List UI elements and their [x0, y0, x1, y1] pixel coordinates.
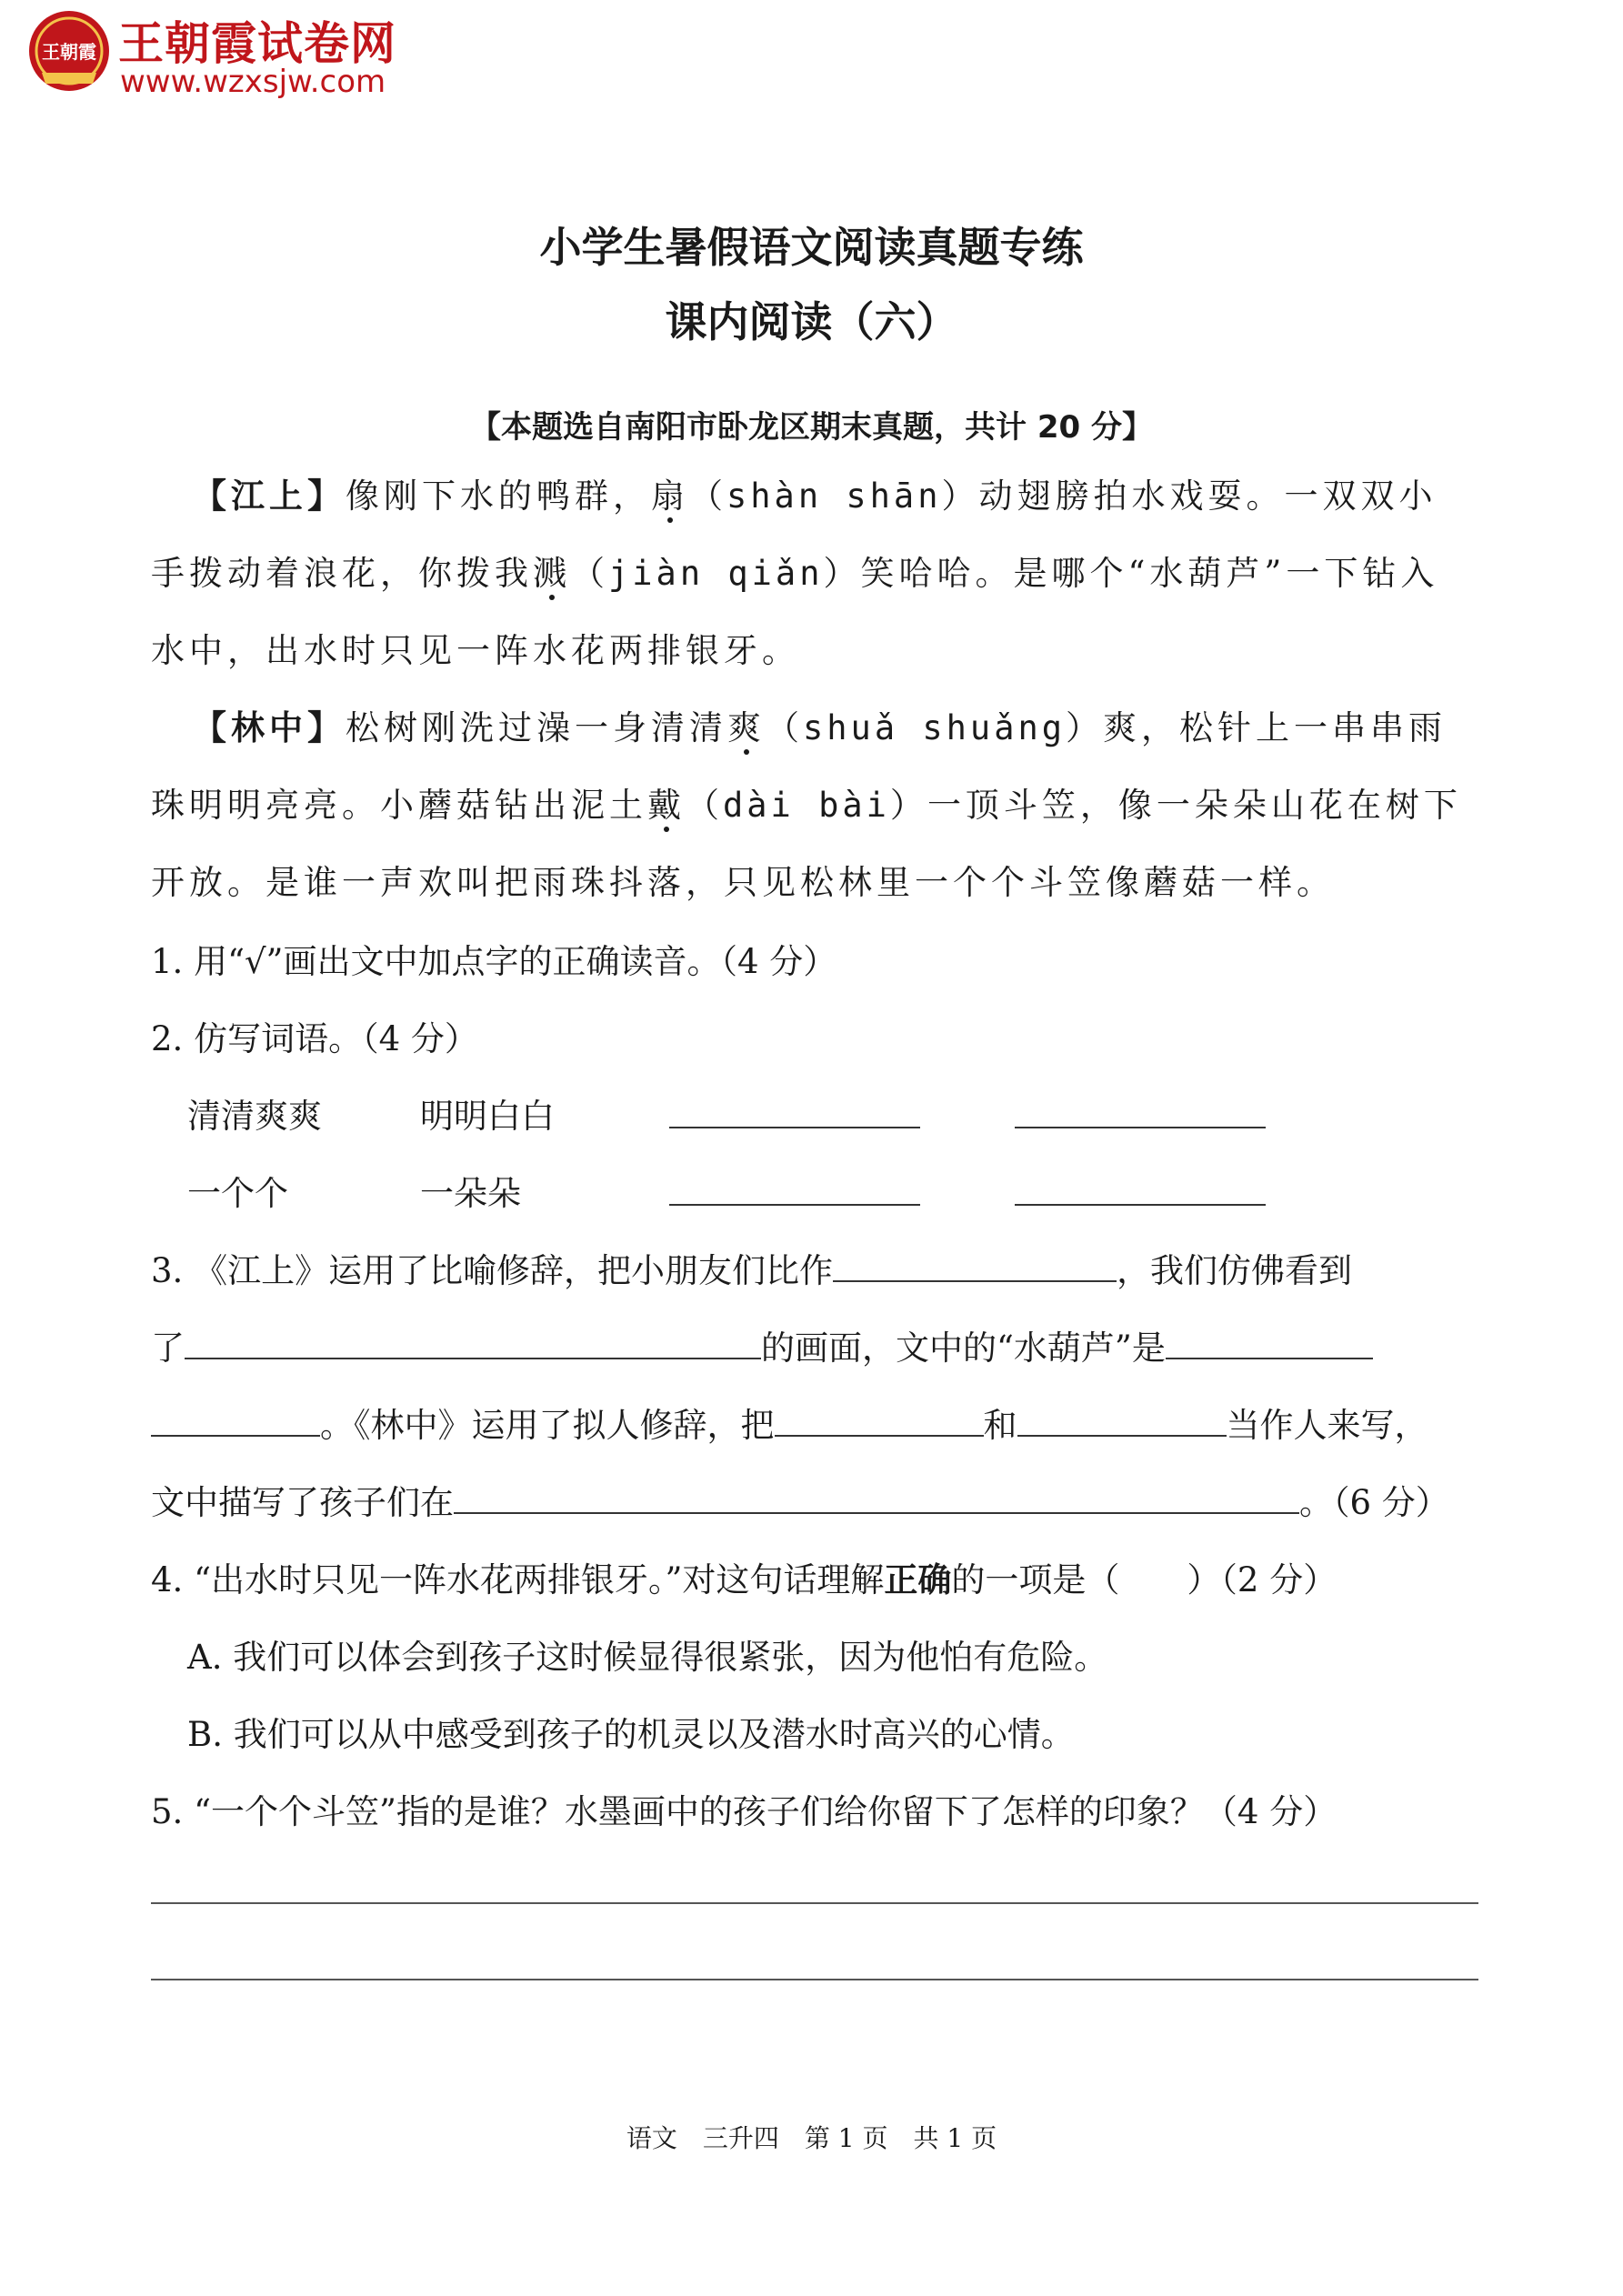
- dotted-char: 溅: [533, 554, 571, 593]
- text-run: 动翅膀拍水戏耍。一双双小: [978, 476, 1438, 516]
- passage-jiang-line-1: [193, 468, 1437, 517]
- question-3-line-2: [151, 1320, 1373, 1369]
- page-footer: 语文 三升四 第 1 页 共 1 页: [626, 2123, 997, 2153]
- text-run: 3. 《江上》运用了比喻修辞，把小朋友们比作: [151, 1251, 834, 1290]
- q3-blank-6[interactable]: [454, 1481, 1299, 1514]
- passage-tag-lin: 【林中】: [193, 708, 346, 747]
- text-run: 手拨动着浪花，你拨我: [151, 554, 533, 593]
- pinyin-options: （dài bài）: [686, 786, 927, 825]
- question-5: 5. “一个个斗笠”指的是谁？水墨画中的孩子们给你留下了怎样的印象？（4 分）: [151, 1792, 1337, 1831]
- q2-answer-blank[interactable]: [669, 1096, 920, 1128]
- question-3-line-1: [151, 1243, 1352, 1292]
- q2-word-2: 明明白白: [420, 1097, 555, 1136]
- q3-blank-3[interactable]: [1166, 1327, 1373, 1359]
- text-run: 的一项是（ ）（2 分）: [951, 1560, 1337, 1599]
- brand-url[interactable]: www.wzxsjw.com: [120, 64, 386, 100]
- passage-lin-line-1: [193, 700, 1447, 749]
- q5-answer-line[interactable]: [151, 1902, 1478, 1904]
- emphasis-correct: 正确: [884, 1560, 952, 1599]
- q3-blank-5[interactable]: [1017, 1404, 1227, 1437]
- q2-answer-blank[interactable]: [1015, 1173, 1266, 1206]
- question-2: 2. 仿写词语。（4 分）: [151, 1019, 478, 1058]
- brand-name: 王朝霞试卷网: [118, 17, 396, 70]
- text-run: 。《林中》运用了拟人修辞，把: [320, 1406, 775, 1445]
- text-run: 了: [151, 1328, 185, 1368]
- text-run: 文中描写了孩子们在: [151, 1483, 454, 1522]
- q2-answer-blank[interactable]: [669, 1173, 920, 1206]
- source-note: 【本题选自南阳市卧龙区期末真题，共计 20 分】: [470, 409, 1153, 446]
- q2-word-1: 清清爽爽: [187, 1097, 322, 1136]
- brand-logo-text: 王朝霞: [42, 41, 96, 63]
- text-run: 松树刚洗过澡一身清清: [346, 708, 727, 747]
- q2-word-3: 一个个: [187, 1174, 288, 1213]
- question-3-line-4: [151, 1475, 1449, 1524]
- dotted-char: 爽: [727, 708, 766, 747]
- q4-option-a[interactable]: A. 我们可以体会到孩子这时候显得很紧张，因为他怕有危险。: [187, 1638, 1108, 1677]
- pinyin-options: （shuǎ shuǎng）: [766, 708, 1104, 747]
- q3-blank-2[interactable]: [185, 1327, 761, 1359]
- pinyin-options: （jiàn qiǎn）: [571, 554, 861, 593]
- brand-logo: [25, 7, 113, 95]
- text-run: 笑哈哈。是哪个“水葫芦”一下钻入: [860, 554, 1439, 593]
- text-run: 一顶斗笠，像一朵朵山花在树下: [927, 786, 1462, 825]
- q3-blank-4[interactable]: [775, 1404, 984, 1437]
- question-3-line-3: [151, 1398, 1428, 1447]
- text-run: 珠明明亮亮。小蘑菇钻出泥土: [151, 786, 647, 825]
- text-run: ，我们仿佛看到: [1117, 1251, 1353, 1290]
- q2-word-4: 一朵朵: [420, 1174, 521, 1213]
- passage-jiang-line-2: [151, 546, 1438, 595]
- text-run: 当作人来写，: [1226, 1406, 1428, 1445]
- question-4: [151, 1552, 1337, 1601]
- dotted-char: 扇: [651, 476, 689, 516]
- question-1: 1. 用“√”画出文中加点字的正确读音。（4 分）: [151, 942, 837, 981]
- text-run: 的画面，文中的“水葫芦”是: [761, 1328, 1166, 1368]
- q5-answer-line[interactable]: [151, 1979, 1478, 1980]
- text-run: 4. “出水时只见一阵水花两排银牙。”对这句话理解: [151, 1560, 885, 1599]
- page-title: 小学生暑假语文阅读真题专练: [539, 223, 1084, 272]
- text-run: 和: [983, 1406, 1017, 1445]
- passage-tag-jiang: 【江上】: [193, 476, 346, 516]
- passage-lin-line-3: 开放。是谁一声欢叫把雨珠抖落，只见松林里一个个斗笠像蘑菇一样。: [151, 863, 1335, 902]
- dotted-char: 戴: [647, 786, 686, 825]
- page-subtitle: 课内阅读（六）: [665, 297, 958, 346]
- text-run: 像刚下水的鸭群，: [346, 476, 651, 516]
- text-run: 爽，松针上一串串雨: [1103, 708, 1448, 747]
- passage-lin-line-2: [151, 777, 1462, 827]
- q4-option-b[interactable]: B. 我们可以从中感受到孩子的机灵以及潜水时高兴的心情。: [187, 1715, 1075, 1754]
- q3-blank-1[interactable]: [833, 1249, 1117, 1282]
- q2-answer-blank[interactable]: [1015, 1096, 1266, 1128]
- q3-blank-3-cont[interactable]: [151, 1404, 320, 1437]
- passage-jiang-line-3: 水中，出水时只见一阵水花两排银牙。: [151, 631, 800, 670]
- pinyin-options: （shàn shān）: [689, 476, 979, 516]
- text-run: 。（6 分）: [1299, 1483, 1449, 1522]
